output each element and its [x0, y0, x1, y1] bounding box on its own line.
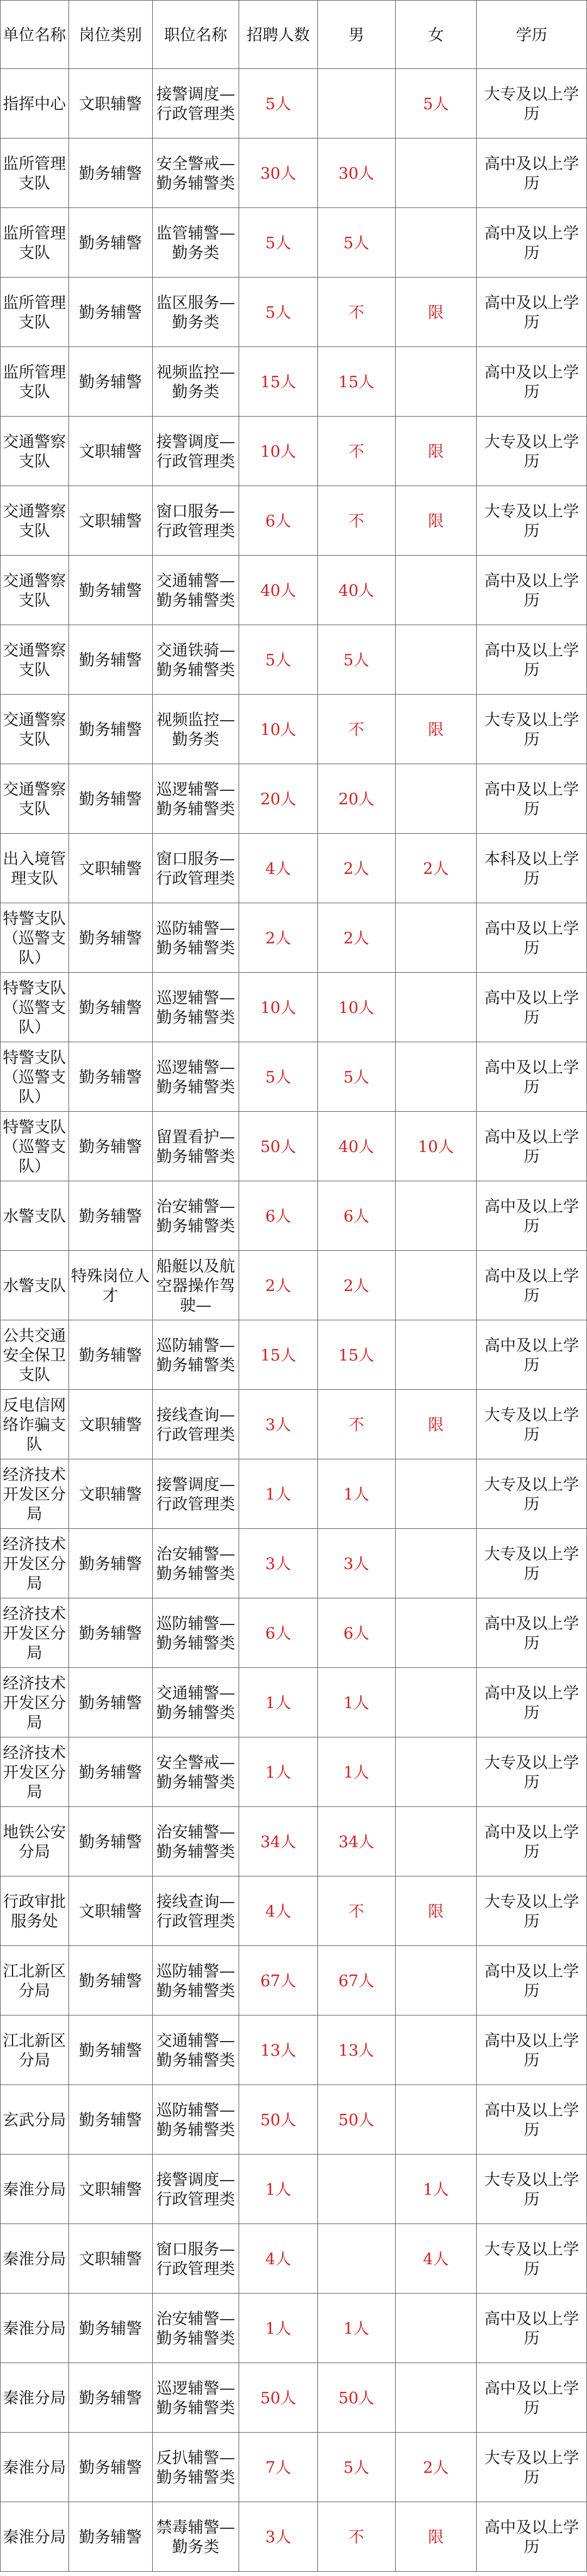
headcount-cell: 10人 [239, 695, 317, 764]
headcount-cell: 1人 [239, 1459, 317, 1529]
male-cell: 1人 [317, 1459, 395, 1529]
education-cell: 高中及以上学历 [477, 1946, 587, 2016]
position-name-cell: 治安辅警—勤务辅警类 [152, 1181, 239, 1251]
headcount-cell: 1人 [239, 2294, 317, 2363]
table-row [1, 1529, 587, 1598]
post-category-cell: 文职辅警 [68, 69, 152, 138]
female-cell: 10人 [395, 1112, 477, 1181]
education-cell: 大专及以上学历 [477, 695, 587, 764]
male-cell: 不 [317, 486, 395, 556]
education-cell: 高中及以上学历 [477, 138, 587, 208]
unit-name-cell: 秦淮分局 [1, 2502, 69, 2572]
position-name-cell: 接线查询—行政管理类 [152, 1876, 239, 1946]
education-cell: 高中及以上学历 [477, 1598, 587, 1668]
education-cell: 大专及以上学历 [477, 1737, 587, 1807]
female-cell [395, 903, 477, 973]
position-name-cell: 窗口服务—行政管理类 [152, 834, 239, 903]
position-name-cell: 视频监控—勤务类 [152, 695, 239, 764]
headcount-cell: 1人 [239, 2155, 317, 2224]
male-cell: 40人 [317, 556, 395, 625]
headcount-cell: 6人 [239, 1181, 317, 1251]
position-name-cell: 船艇以及航空器操作驾驶— [152, 1251, 239, 1320]
table-row [1, 1598, 587, 1668]
female-cell: 1人 [395, 2155, 477, 2224]
table-row [1, 278, 587, 347]
post-category-cell: 勤务辅警 [68, 695, 152, 764]
male-cell: 15人 [317, 1320, 395, 1390]
education-cell: 高中及以上学历 [477, 625, 587, 695]
post-category-cell: 勤务辅警 [68, 2294, 152, 2363]
post-category-cell: 文职辅警 [68, 1876, 152, 1946]
unit-name-cell: 经济技术开发区分局 [1, 1529, 69, 1598]
post-category-cell: 文职辅警 [68, 1459, 152, 1529]
post-category-cell: 勤务辅警 [68, 764, 152, 834]
unit-name-cell: 玄武分局 [1, 2085, 69, 2155]
table-row [1, 2294, 587, 2363]
unit-name-cell: 经济技术开发区分局 [1, 1598, 69, 1668]
unit-name-cell: 特警支队（巡警支队） [1, 1112, 69, 1181]
male-cell: 不 [317, 417, 395, 486]
headcount-cell: 2人 [239, 903, 317, 973]
header-female: 女 [395, 1, 477, 69]
post-category-cell: 文职辅警 [68, 1390, 152, 1459]
female-cell [395, 1668, 477, 1737]
female-cell [395, 347, 477, 417]
table-row [1, 486, 587, 556]
male-cell [317, 2155, 395, 2224]
position-name-cell: 治安辅警—勤务辅警类 [152, 2294, 239, 2363]
headcount-cell: 34人 [239, 1807, 317, 1876]
post-category-cell: 勤务辅警 [68, 2085, 152, 2155]
education-cell: 大专及以上学历 [477, 1459, 587, 1529]
table-row [1, 625, 587, 695]
female-cell: 限 [395, 278, 477, 347]
unit-name-cell: 特警支队（巡警支队） [1, 1042, 69, 1112]
table-row [1, 2085, 587, 2155]
post-category-cell: 勤务辅警 [68, 1737, 152, 1807]
male-cell: 1人 [317, 1737, 395, 1807]
position-name-cell: 巡防辅警—勤务辅警类 [152, 1598, 239, 1668]
table-row [1, 1459, 587, 1529]
position-name-cell: 巡逻辅警—勤务辅警类 [152, 764, 239, 834]
post-category-cell: 勤务辅警 [68, 1668, 152, 1737]
headcount-cell: 30人 [239, 138, 317, 208]
education-cell: 大专及以上学历 [477, 1529, 587, 1598]
header-education: 学历 [477, 1, 587, 69]
education-cell: 高中及以上学历 [477, 2016, 587, 2085]
unit-name-cell: 经济技术开发区分局 [1, 1459, 69, 1529]
post-category-cell: 勤务辅警 [68, 2363, 152, 2433]
headcount-cell: 50人 [239, 2085, 317, 2155]
male-cell: 2人 [317, 1251, 395, 1320]
post-category-cell: 文职辅警 [68, 834, 152, 903]
education-cell: 高中及以上学历 [477, 556, 587, 625]
unit-name-cell: 特警支队（巡警支队） [1, 973, 69, 1042]
female-cell [395, 1181, 477, 1251]
male-cell: 3人 [317, 1529, 395, 1598]
female-cell: 5人 [395, 69, 477, 138]
headcount-cell: 2人 [239, 1251, 317, 1320]
unit-name-cell: 秦淮分局 [1, 2155, 69, 2224]
post-category-cell: 勤务辅警 [68, 2016, 152, 2085]
female-cell: 4人 [395, 2224, 477, 2294]
table-row [1, 834, 587, 903]
education-cell: 高中及以上学历 [477, 2294, 587, 2363]
table-row [1, 1112, 587, 1181]
male-cell: 不 [317, 278, 395, 347]
male-cell: 34人 [317, 1807, 395, 1876]
position-name-cell: 窗口服务—行政管理类 [152, 486, 239, 556]
male-cell: 40人 [317, 1112, 395, 1181]
unit-name-cell: 行政审批服务处 [1, 1876, 69, 1946]
headcount-cell: 67人 [239, 1946, 317, 2016]
headcount-cell: 3人 [239, 1529, 317, 1598]
female-cell [395, 1042, 477, 1112]
position-name-cell: 安全警戒—勤务辅警类 [152, 1737, 239, 1807]
post-category-cell: 文职辅警 [68, 2155, 152, 2224]
header-headcount: 招聘人数 [239, 1, 317, 69]
table-row [1, 347, 587, 417]
table-row [1, 1181, 587, 1251]
male-cell: 不 [317, 1876, 395, 1946]
table-row [1, 69, 587, 138]
position-name-cell: 接警调度—行政管理类 [152, 1459, 239, 1529]
unit-name-cell: 秦淮分局 [1, 2433, 69, 2502]
education-cell: 高中及以上学历 [477, 1181, 587, 1251]
unit-name-cell: 经济技术开发区分局 [1, 1737, 69, 1807]
post-category-cell: 勤务辅警 [68, 1598, 152, 1668]
post-category-cell: 勤务辅警 [68, 1042, 152, 1112]
female-cell: 限 [395, 1876, 477, 1946]
male-cell [317, 2224, 395, 2294]
post-category-cell: 文职辅警 [68, 417, 152, 486]
header-post-category: 岗位类别 [68, 1, 152, 69]
male-cell: 2人 [317, 834, 395, 903]
headcount-cell: 10人 [239, 973, 317, 1042]
unit-name-cell: 出入境管理支队 [1, 834, 69, 903]
male-cell: 30人 [317, 138, 395, 208]
header-row [1, 1, 587, 69]
male-cell: 13人 [317, 2016, 395, 2085]
unit-name-cell: 公共交通安全保卫支队 [1, 1320, 69, 1390]
table-row [1, 1390, 587, 1459]
education-cell: 高中及以上学历 [477, 2363, 587, 2433]
post-category-cell: 勤务辅警 [68, 1112, 152, 1181]
table-row [1, 2363, 587, 2433]
post-category-cell: 勤务辅警 [68, 2433, 152, 2502]
post-category-cell: 勤务辅警 [68, 138, 152, 208]
table-row [1, 1946, 587, 2016]
position-name-cell: 治安辅警—勤务辅警类 [152, 1529, 239, 1598]
position-name-cell: 巡逻辅警—勤务辅警类 [152, 973, 239, 1042]
post-category-cell: 勤务辅警 [68, 1946, 152, 2016]
education-cell: 高中及以上学历 [477, 1042, 587, 1112]
table-row [1, 556, 587, 625]
female-cell [395, 1807, 477, 1876]
unit-name-cell: 水警支队 [1, 1181, 69, 1251]
table-row [1, 1042, 587, 1112]
unit-name-cell: 监所管理支队 [1, 347, 69, 417]
unit-name-cell: 交通警察支队 [1, 556, 69, 625]
male-cell: 不 [317, 1390, 395, 1459]
table-row [1, 973, 587, 1042]
female-cell: 限 [395, 2502, 477, 2572]
post-category-cell: 勤务辅警 [68, 1320, 152, 1390]
headcount-cell: 5人 [239, 208, 317, 278]
male-cell: 1人 [317, 1668, 395, 1737]
male-cell: 67人 [317, 1946, 395, 2016]
headcount-cell: 40人 [239, 556, 317, 625]
post-category-cell: 勤务辅警 [68, 1529, 152, 1598]
table-row [1, 2016, 587, 2085]
unit-name-cell: 交通警察支队 [1, 417, 69, 486]
male-cell: 不 [317, 695, 395, 764]
table-row [1, 1876, 587, 1946]
position-name-cell: 窗口服务—行政管理类 [152, 2224, 239, 2294]
position-name-cell: 接警调度—行政管理类 [152, 417, 239, 486]
education-cell: 大专及以上学历 [477, 486, 587, 556]
post-category-cell: 文职辅警 [68, 486, 152, 556]
headcount-cell: 5人 [239, 1042, 317, 1112]
female-cell: 2人 [395, 834, 477, 903]
headcount-cell: 7人 [239, 2433, 317, 2502]
unit-name-cell: 交通警察支队 [1, 486, 69, 556]
headcount-cell: 1人 [239, 1737, 317, 1807]
unit-name-cell: 交通警察支队 [1, 695, 69, 764]
male-cell: 6人 [317, 1598, 395, 1668]
education-cell: 大专及以上学历 [477, 1876, 587, 1946]
position-name-cell: 禁毒辅警—勤务类 [152, 2502, 239, 2572]
table-row [1, 903, 587, 973]
table-row [1, 2155, 587, 2224]
unit-name-cell: 交通警察支队 [1, 764, 69, 834]
position-name-cell: 留置看护—勤务辅警类 [152, 1112, 239, 1181]
female-cell [395, 208, 477, 278]
male-cell: 6人 [317, 1181, 395, 1251]
headcount-cell: 4人 [239, 2224, 317, 2294]
female-cell: 2人 [395, 2433, 477, 2502]
education-cell: 高中及以上学历 [477, 1807, 587, 1876]
position-name-cell: 交通铁骑—勤务辅警类 [152, 625, 239, 695]
male-cell: 1人 [317, 2294, 395, 2363]
female-cell: 限 [395, 486, 477, 556]
table-row [1, 138, 587, 208]
female-cell [395, 1529, 477, 1598]
education-cell: 大专及以上学历 [477, 417, 587, 486]
table-row [1, 208, 587, 278]
education-cell: 高中及以上学历 [477, 903, 587, 973]
table-row [1, 764, 587, 834]
female-cell [395, 2363, 477, 2433]
education-cell: 大专及以上学历 [477, 2224, 587, 2294]
education-cell: 大专及以上学历 [477, 2433, 587, 2502]
table-row [1, 1668, 587, 1737]
male-cell: 50人 [317, 2085, 395, 2155]
unit-name-cell: 江北新区分局 [1, 2016, 69, 2085]
post-category-cell: 勤务辅警 [68, 625, 152, 695]
post-category-cell: 勤务辅警 [68, 2502, 152, 2572]
male-cell: 5人 [317, 625, 395, 695]
unit-name-cell: 经济技术开发区分局 [1, 1668, 69, 1737]
female-cell [395, 1251, 477, 1320]
unit-name-cell: 监所管理支队 [1, 138, 69, 208]
table-row [1, 1251, 587, 1320]
education-cell: 高中及以上学历 [477, 973, 587, 1042]
male-cell: 50人 [317, 2363, 395, 2433]
headcount-cell: 15人 [239, 1320, 317, 1390]
male-cell [317, 69, 395, 138]
education-cell: 高中及以上学历 [477, 278, 587, 347]
headcount-cell: 50人 [239, 2363, 317, 2433]
female-cell [395, 1598, 477, 1668]
table-row [1, 2224, 587, 2294]
post-category-cell: 勤务辅警 [68, 208, 152, 278]
post-category-cell: 文职辅警 [68, 2224, 152, 2294]
table-row [1, 2502, 587, 2572]
headcount-cell: 5人 [239, 278, 317, 347]
education-cell: 高中及以上学历 [477, 1251, 587, 1320]
table-row [1, 695, 587, 764]
unit-name-cell: 秦淮分局 [1, 2294, 69, 2363]
headcount-cell: 3人 [239, 2502, 317, 2572]
female-cell [395, 2085, 477, 2155]
male-cell: 20人 [317, 764, 395, 834]
male-cell: 15人 [317, 347, 395, 417]
male-cell: 2人 [317, 903, 395, 973]
unit-name-cell: 交通警察支队 [1, 625, 69, 695]
unit-name-cell: 监所管理支队 [1, 278, 69, 347]
post-category-cell: 勤务辅警 [68, 556, 152, 625]
unit-name-cell: 特警支队（巡警支队） [1, 903, 69, 973]
unit-name-cell: 江北新区分局 [1, 1946, 69, 2016]
post-category-cell: 特殊岗位人才 [68, 1251, 152, 1320]
position-name-cell: 接警调度—行政管理类 [152, 69, 239, 138]
male-cell: 5人 [317, 208, 395, 278]
male-cell: 5人 [317, 2433, 395, 2502]
female-cell: 限 [395, 1390, 477, 1459]
headcount-cell: 6人 [239, 1598, 317, 1668]
headcount-cell: 4人 [239, 1876, 317, 1946]
post-category-cell: 勤务辅警 [68, 278, 152, 347]
male-cell: 不 [317, 2502, 395, 2572]
unit-name-cell: 反电信网络诈骗支队 [1, 1390, 69, 1459]
table-row [1, 2433, 587, 2502]
unit-name-cell: 地铁公安分局 [1, 1807, 69, 1876]
headcount-cell: 1人 [239, 1668, 317, 1737]
headcount-cell: 50人 [239, 1112, 317, 1181]
position-name-cell: 接线查询—行政管理类 [152, 1390, 239, 1459]
headcount-cell: 5人 [239, 625, 317, 695]
header-position-name: 职位名称 [152, 1, 239, 69]
headcount-cell: 20人 [239, 764, 317, 834]
headcount-cell: 6人 [239, 486, 317, 556]
position-name-cell: 治安辅警—勤务辅警类 [152, 1807, 239, 1876]
table-body [1, 69, 587, 2572]
position-name-cell: 巡防辅警—勤务辅警类 [152, 1320, 239, 1390]
post-category-cell: 勤务辅警 [68, 347, 152, 417]
headcount-cell: 3人 [239, 1390, 317, 1459]
unit-name-cell: 监所管理支队 [1, 208, 69, 278]
unit-name-cell: 秦淮分局 [1, 2363, 69, 2433]
header-unit-name: 单位名称 [1, 1, 69, 69]
table-row [1, 1320, 587, 1390]
female-cell: 限 [395, 417, 477, 486]
education-cell: 大专及以上学历 [477, 69, 587, 138]
unit-name-cell: 秦淮分局 [1, 2224, 69, 2294]
position-name-cell: 视频监控—勤务类 [152, 347, 239, 417]
female-cell [395, 764, 477, 834]
education-cell: 大专及以上学历 [477, 2155, 587, 2224]
position-name-cell: 监管辅警—勤务类 [152, 208, 239, 278]
education-cell: 高中及以上学历 [477, 208, 587, 278]
position-name-cell: 接警调度—行政管理类 [152, 2155, 239, 2224]
table-row [1, 1807, 587, 1876]
position-name-cell: 交通辅警—勤务辅警类 [152, 1668, 239, 1737]
education-cell: 高中及以上学历 [477, 1668, 587, 1737]
female-cell [395, 973, 477, 1042]
education-cell: 高中及以上学历 [477, 764, 587, 834]
male-cell: 10人 [317, 973, 395, 1042]
position-name-cell: 巡防辅警—勤务辅警类 [152, 903, 239, 973]
post-category-cell: 勤务辅警 [68, 973, 152, 1042]
table-row [1, 417, 587, 486]
female-cell [395, 138, 477, 208]
female-cell [395, 1946, 477, 2016]
post-category-cell: 勤务辅警 [68, 1807, 152, 1876]
position-name-cell: 巡防辅警—勤务辅警类 [152, 1946, 239, 2016]
headcount-cell: 5人 [239, 69, 317, 138]
female-cell [395, 625, 477, 695]
education-cell: 本科及以上学历 [477, 834, 587, 903]
headcount-cell: 15人 [239, 347, 317, 417]
female-cell [395, 1737, 477, 1807]
position-name-cell: 安全警戒—勤务辅警类 [152, 138, 239, 208]
position-name-cell: 监区服务—勤务类 [152, 278, 239, 347]
education-cell: 高中及以上学历 [477, 2502, 587, 2572]
headcount-cell: 10人 [239, 417, 317, 486]
education-cell: 高中及以上学历 [477, 2085, 587, 2155]
headcount-cell: 13人 [239, 2016, 317, 2085]
education-cell: 高中及以上学历 [477, 347, 587, 417]
female-cell [395, 1320, 477, 1390]
female-cell [395, 2016, 477, 2085]
position-name-cell: 巡逻辅警—勤务辅警类 [152, 2363, 239, 2433]
unit-name-cell: 指挥中心 [1, 69, 69, 138]
education-cell: 高中及以上学历 [477, 1112, 587, 1181]
female-cell [395, 1459, 477, 1529]
position-name-cell: 交通辅警—勤务辅警类 [152, 2016, 239, 2085]
female-cell: 限 [395, 695, 477, 764]
headcount-cell: 4人 [239, 834, 317, 903]
position-name-cell: 反扒辅警—勤务辅警类 [152, 2433, 239, 2502]
education-cell: 大专及以上学历 [477, 1390, 587, 1459]
position-name-cell: 巡逻辅警—勤务辅警类 [152, 1042, 239, 1112]
female-cell [395, 556, 477, 625]
post-category-cell: 勤务辅警 [68, 903, 152, 973]
education-cell: 高中及以上学历 [477, 1320, 587, 1390]
male-cell: 5人 [317, 1042, 395, 1112]
female-cell [395, 2294, 477, 2363]
position-name-cell: 交通辅警—勤务辅警类 [152, 556, 239, 625]
unit-name-cell: 水警支队 [1, 1251, 69, 1320]
header-male: 男 [317, 1, 395, 69]
position-name-cell: 巡防辅警—勤务辅警类 [152, 2085, 239, 2155]
post-category-cell: 勤务辅警 [68, 1181, 152, 1251]
table-row [1, 1737, 587, 1807]
